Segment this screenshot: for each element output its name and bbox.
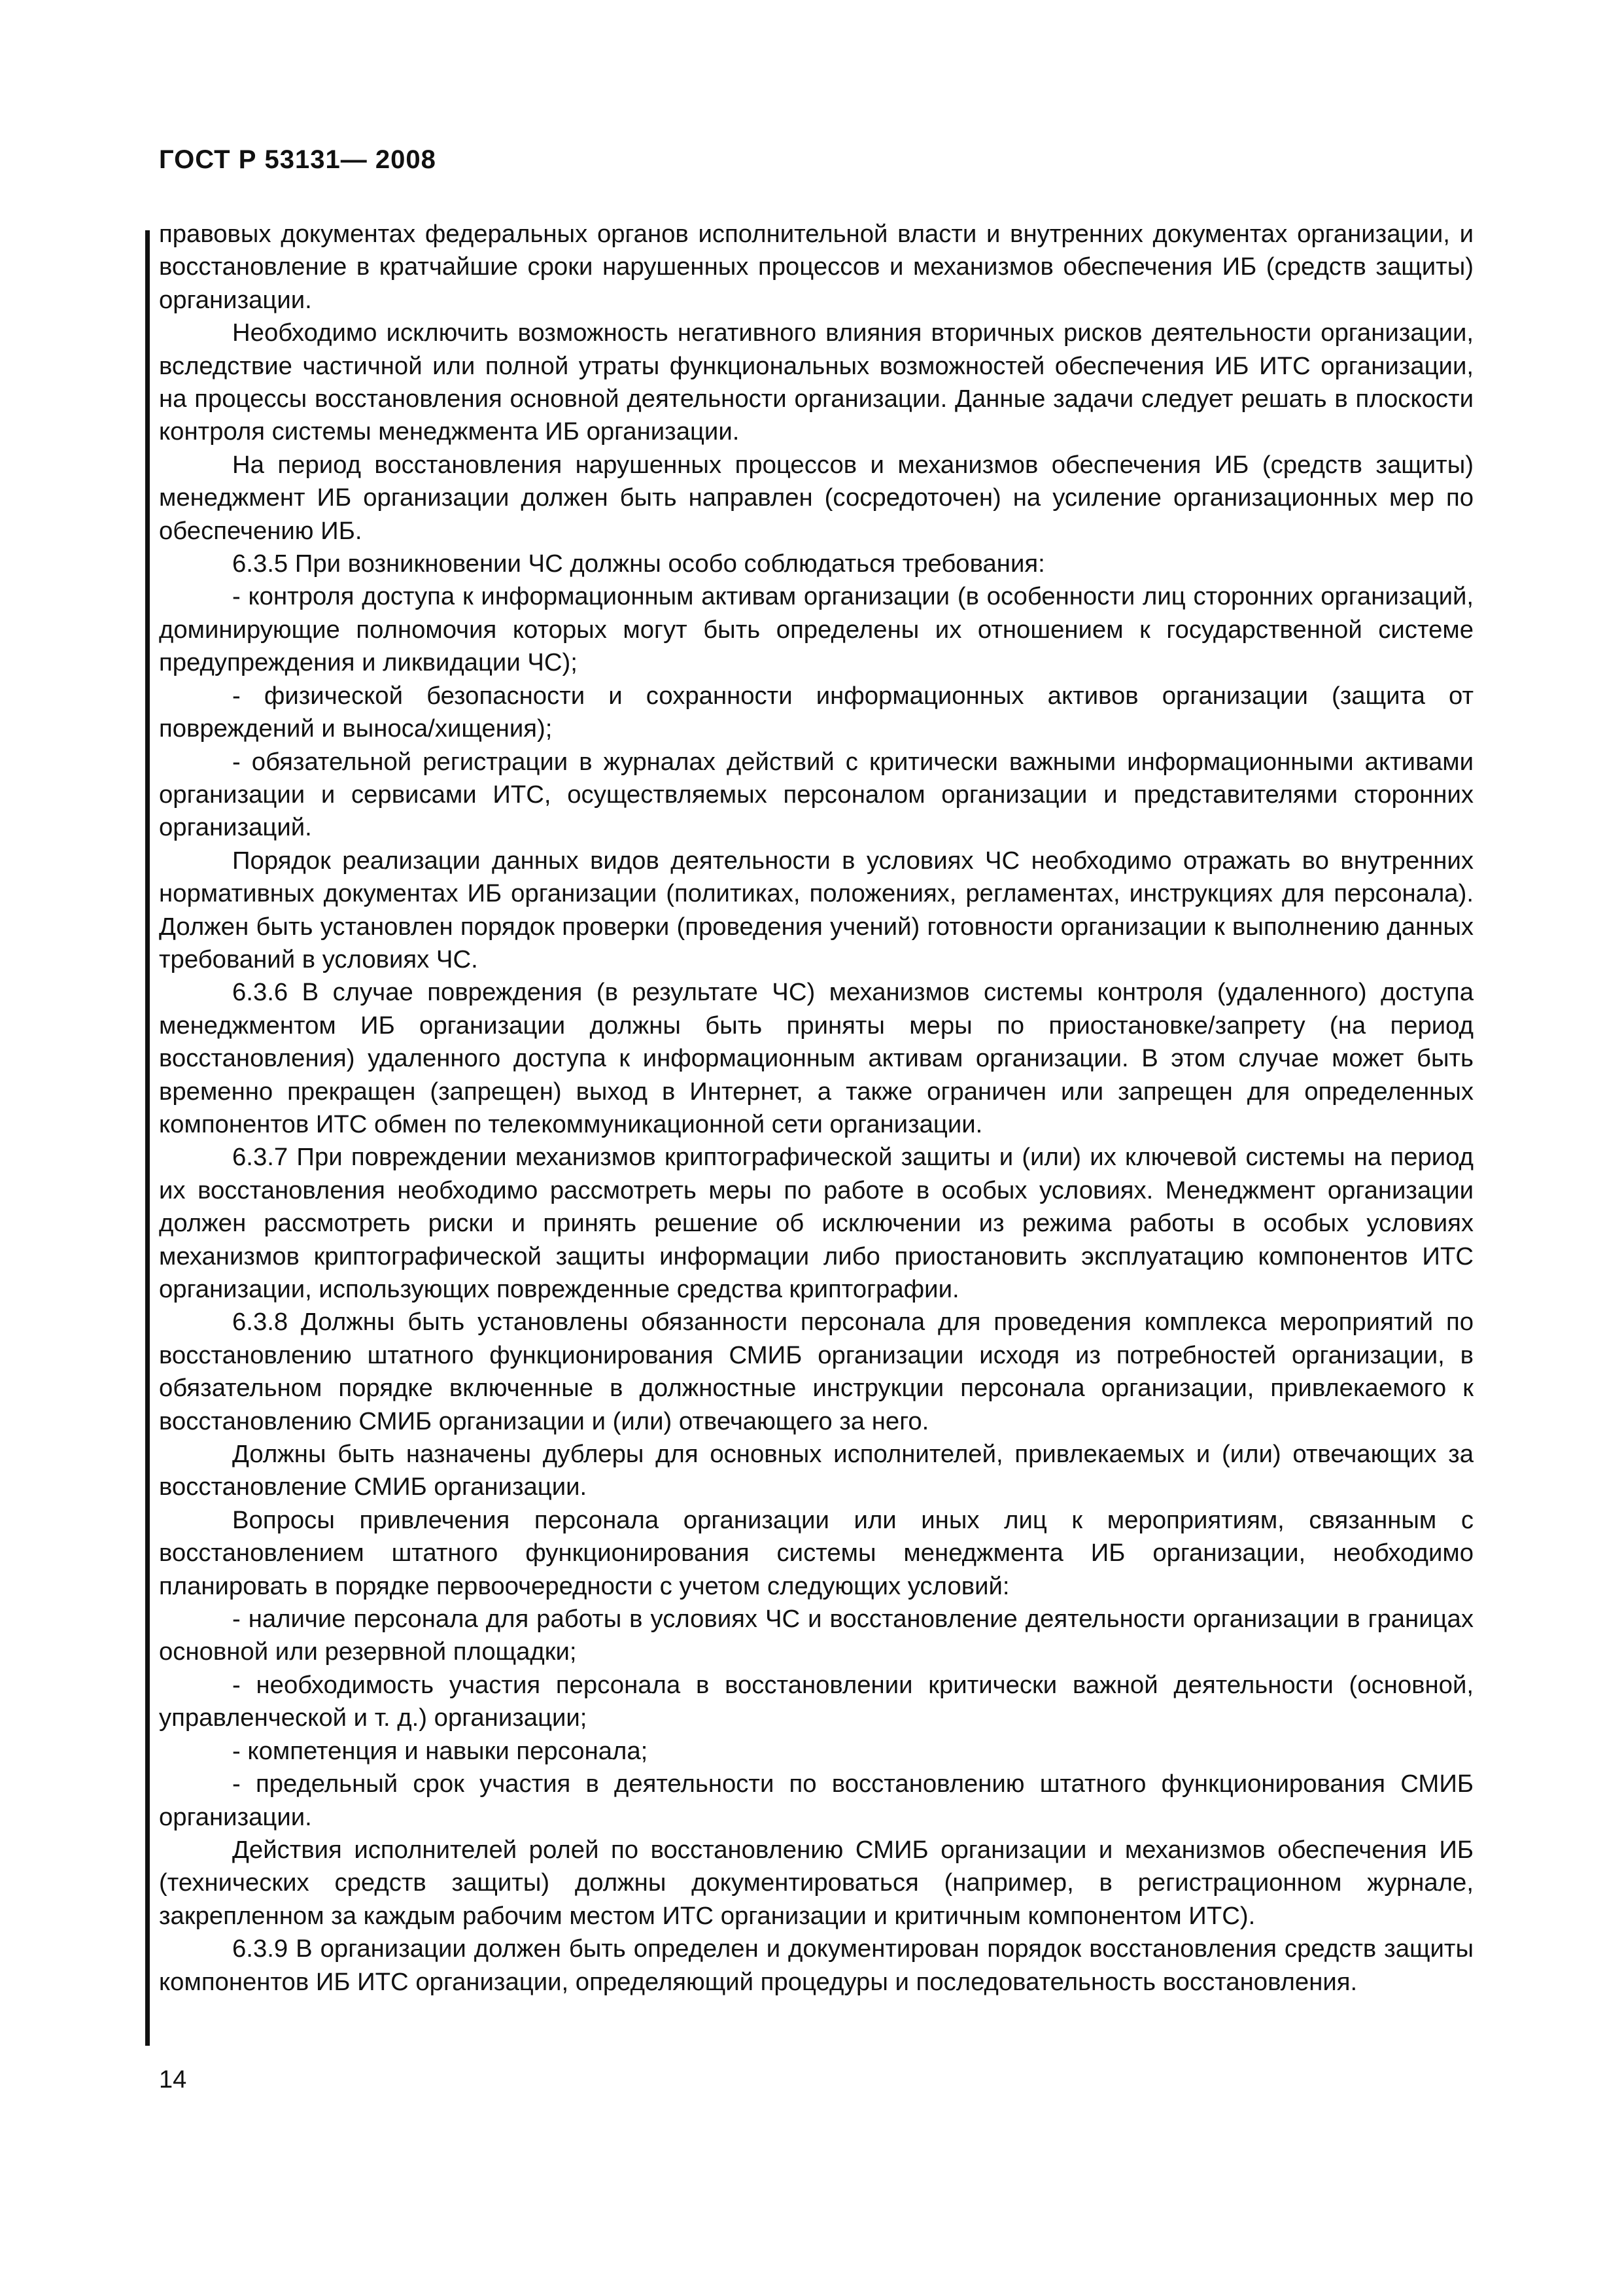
page-number: 14	[159, 2066, 187, 2094]
section-6-3-6: 6.3.6 В случае повреждения (в результате ЧС) механизмов системы контроля (удаленного) доступа менеджментом ИБ организации должны быть приняты меры по приостановке/запрету (на период восстановления) удаленного доступа к информационным активам организации. В этом случае может быть временно прекращен (запрещен) выход в Интернет, а также ограничен или запрещен для определенных компонентов ИТС обмен по телекоммуникационной сети организации.	[159, 978, 1474, 1138]
section-6-3-5: 6.3.5 При возникновении ЧС должны особо соблюдаться требования:	[232, 550, 1045, 578]
list-item: - предельный срок участия в деятельности по восстановлению штатного функционирования СМИБ организации.	[159, 1770, 1474, 1831]
change-bar	[145, 230, 150, 2046]
paragraph: Вопросы привлечения персонала организации или иных лиц к мероприятиям, связанным с восстановлением штатного функционирования системы менеджмента ИБ организации, необходимо планировать в порядке первоочередности с учетом следующих условий:	[159, 1505, 1474, 1600]
list-item: - физической безопасности и сохранности информационных активов организации (защита от повреждений и выноса/хищения);	[159, 681, 1474, 743]
paragraph: правовых документах федеральных органов исполнительной власти и внутренних документах организации, и восстановление в кратчайшие сроки нарушенных процессов и механизмов обеспечения ИБ (средств защиты) организации.	[159, 220, 1474, 314]
paragraph: Необходимо исключить возможность негативного влияния вторичных рисков деятельности организации, вследствие частичной или полной утраты функциональных возможностей обеспечения ИБ ИТС организации, на процессы восстановления основной деятельности организации. Данные задачи следует решать в плоскости контроля системы менеджмента ИБ организации.	[159, 319, 1474, 446]
list-item: - необходимость участия персонала в восстановлении критически важной деятельности (основной, управленческой и т. д.) организации;	[159, 1670, 1474, 1732]
list-item: - обязательной регистрации в журналах действий с критически важными информационными активами организации и сервисами ИТС, осуществляемых персоналом организации и представителями сторонних организаций.	[159, 747, 1474, 842]
list-item: - наличие персонала для работы в условиях ЧС и восстановление деятельности организации в границах основной или резервной площадки;	[159, 1605, 1474, 1666]
section-6-3-8: 6.3.8 Должны быть установлены обязанности персонала для проведения комплекса мероприятий по восстановлению штатного функционирования СМИБ организации исходя из потребностей организации, в обязательном порядке включенные в должностные инструкции персонала организации, привлекаемого к восстановлению СМИБ организации и (или) отвечающего за него.	[159, 1308, 1474, 1435]
list-item: - контроля доступа к информационным активам организации (в особенности лиц сторонних организаций, доминирующие полномочия которых могут быть определены их отношением к государственной системе предупреждения и ликвидации ЧС);	[159, 582, 1474, 677]
paragraph: Порядок реализации данных видов деятельности в условиях ЧС необходимо отражать во внутренних нормативных документах ИБ организации (политиках, положениях, регламентах, инструкциях для персонала). Должен быть установлен порядок проверки (проведения учений) готовности организации к выполнению данных требований в условиях ЧС.	[159, 846, 1474, 973]
body-text	[159, 218, 1474, 1999]
paragraph: На период восстановления нарушенных процессов и механизмов обеспечения ИБ (средств защиты) менеджмент ИБ организации должен быть направлен (сосредоточен) на усиление организационных мер по обеспечению ИБ.	[159, 450, 1474, 545]
paragraph: Должны быть назначены дублеры для основных исполнителей, привлекаемых и (или) отвечающих за восстановление СМИБ организации.	[159, 1440, 1474, 1501]
paragraph: Действия исполнителей ролей по восстановлению СМИБ организации и механизмов обеспечения ИБ (технических средств защиты) должны документироваться (например, в регистрационном журнале, закрепленном за каждым рабочим местом ИТС организации и критичным компонентом ИТС).	[159, 1835, 1474, 1930]
list-item: - компетенция и навыки персонала;	[232, 1736, 648, 1765]
section-6-3-9: 6.3.9 В организации должен быть определен и документирован порядок восстановления средств защиты компонентов ИБ ИТС организации, определяющий процедуры и последовательность восстановления.	[159, 1935, 1474, 1996]
standard-header: ГОСТ Р 53131— 2008	[159, 145, 436, 174]
section-6-3-7: 6.3.7 При повреждении механизмов криптографической защиты и (или) их ключевой системы на период их восстановления необходимо рассмотреть меры по работе в особых условиях. Менеджмент организации должен рассмотреть риски и принять решение об исключении из режима работы в особых условиях механизмов криптографической защиты информации либо приостановить эксплуатацию компонентов ИТС организации, использующих поврежденные средства криптографии.	[159, 1143, 1474, 1303]
